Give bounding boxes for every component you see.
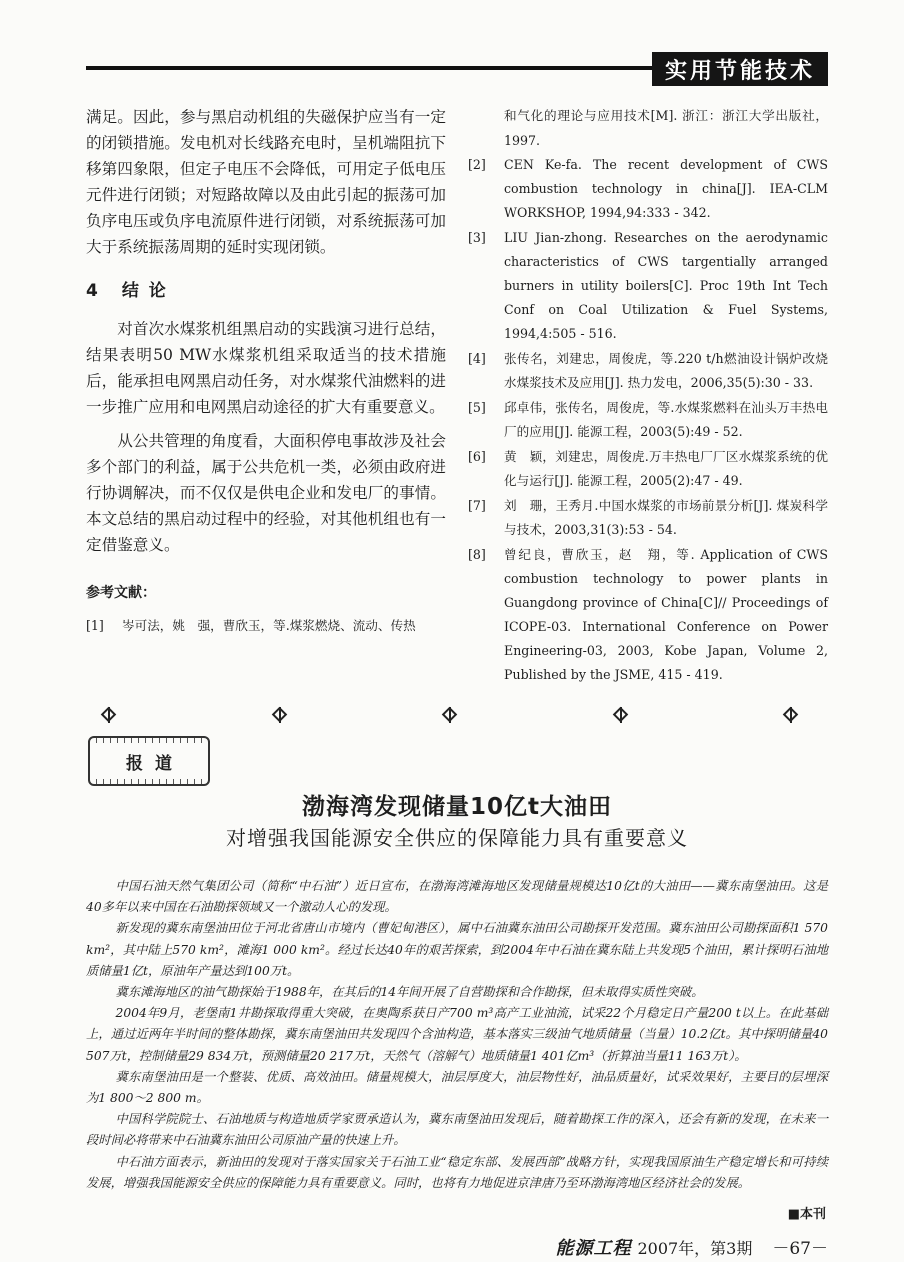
reference-number: [5] (468, 400, 486, 415)
reference-item (468, 153, 828, 225)
reference-item (468, 347, 828, 395)
diamond-ornament-icon (271, 706, 289, 724)
reference-continuation: 和气化的理论与应用技术[M]. 浙江：浙江大学出版社，1997. (504, 108, 828, 148)
diamond-ornament-icon (612, 706, 630, 724)
news-subtitle: 对增强我国能源安全供应的保障能力具有重要意义 (226, 826, 688, 850)
reference-number: [3] (468, 230, 486, 245)
reference-item (468, 445, 828, 493)
report-badge (88, 736, 210, 786)
reference-item (468, 543, 828, 687)
reference-text: 曾纪良，曹欣玉，赵 翔，等. Application of CWS combustion technology to power plants in Guangdong province of China[C]// Proceedings of ICOPE-03. International Conference on Power Engineering-03, 2003, Kobe Japan, Volume 2, Published by the JSME, 415 - 419. (504, 547, 828, 682)
references-heading: 参考文献： (86, 585, 156, 601)
section-label-text: 实用节能技术 (664, 58, 815, 84)
news-paragraph: 中石油方面表示，新油田的发现对于落实国家关于石油工业“稳定东部、发展西部”战略方针，实现我国原油生产稳定增长和可持续发展，增强我国能源安全供应的保障能力具有重要意义。同时，也将有力地促进京津唐乃至环渤海湾地区经济社会的发展。 (86, 1154, 828, 1190)
journal-name: 能源工程 (555, 1238, 632, 1259)
reference-number: [6] (468, 449, 486, 464)
reference-text: 黄 颖，刘建忠，周俊虎.万丰热电厂厂区水煤浆系统的优化与运行[J]. 能源工程，2005(2):47 - 49. (504, 449, 828, 488)
reference-text: 岑可法，姚 强，曹欣玉，等.煤浆燃烧、流动、传热 (122, 618, 416, 633)
reference-text: 邱卓伟，张传名，周俊虎，等.水煤浆燃料在汕头万丰热电厂的应用[J]. 能源工程，2003(5):49 - 52. (504, 400, 828, 439)
news-paragraph: 新发现的冀东南堡油田位于河北省唐山市境内（曹妃甸港区），属中石油冀东油田公司勘探开发范围。冀东油田公司勘探面积1 570 km²，其中陆上570 km²，滩海1 000 km²。经过长达40年的艰苦探索，到2004年中石油在冀东陆上共发现5个油田，累计探明石油地质储量1亿t，原油年产量达到100万t。 (86, 921, 828, 978)
page-footer (555, 1234, 828, 1260)
reference-item (468, 226, 828, 346)
section-title: 结 论 (121, 281, 168, 301)
news-paragraph: 中国石油天然气集团公司（简称“中石油”）近日宣布，在渤海湾滩海地区发现储量规模达10亿t的大油田——冀东南堡油田。这是40多年以来中国在石油勘探领域又一个激动人心的发现。 (86, 879, 828, 915)
news-paragraph: 2004年9月，老堡南1井勘探取得重大突破，在奥陶系获日产700 m³高产工业油流，试采22个月稳定日产量200 t以上。在此基础上，通过近两年半时间的整体勘探，冀东南堡油田共发现四个含油构造，基本落实三级油气地质储量（当量）10.2亿t。其中探明储量40 507万t，控制储量29 834万t，预测储量20 217万t，天然气（溶解气）地质储量1 401亿m³（折算油当量11 163万t）。 (86, 1006, 828, 1063)
header-rule (86, 66, 652, 70)
section-label (652, 52, 828, 86)
reference-text: 刘 珊，王秀月.中国水煤浆的市场前景分析[J]. 煤炭科学与技术，2003,31(3):53 - 54. (504, 498, 828, 537)
section-heading (86, 278, 446, 304)
news-body (86, 876, 828, 1194)
diamond-ornament-icon (441, 706, 459, 724)
reference-item (86, 614, 446, 638)
diamond-ornament-icon (100, 706, 118, 724)
report-badge-label: 报道 (126, 753, 184, 774)
reference-number: [1] (86, 618, 104, 633)
news-paragraph: 冀东滩海地区的油气勘探始于1988年，在其后的14年间开展了自营勘探和合作勘探，但未取得实质性突破。 (115, 985, 704, 1000)
reference-item (468, 494, 828, 542)
reference-item (468, 396, 828, 444)
page-number: －67－ (772, 1239, 828, 1259)
reference-number: [7] (468, 498, 486, 513)
news-source: ■本刊 (787, 1207, 826, 1222)
conclusion-paragraph: 从公共管理的角度看，大面积停电事故涉及社会多个部门的利益，属于公共危机一类，必须由政府进行协调解决，而不仅仅是供电企业和发电厂的事情。本文总结的黑启动过程中的经验，对其他机组也有一定借鉴意义。 (86, 432, 446, 554)
news-paragraph: 冀东南堡油田是一个整装、优质、高效油田。储量规模大，油层厚度大，油层物性好，油品质量好，试采效果好，主要目的层埋深为1 800～2 800 m。 (86, 1069, 828, 1106)
reference-text: LIU Jian-zhong. Researches on the aerodynamic characteristics of CWS targentially arranged burners in utility boilers[C]. Proc 19th Int Tech Conf on Coal Utilization & Fuel Systems, 1994,4:505 - 516. (504, 230, 828, 341)
news-title: 渤海湾发现储量10亿t大油田 (301, 794, 612, 820)
conclusion-paragraph: 对首次水煤浆机组黑启动的实践演习进行总结，结果表明50 MW水煤浆机组采取适当的技术措施后，能承担电网黑启动任务，对水煤浆代油燃料的进一步推广应用和电网黑启动途径的扩大有重要意义。 (86, 320, 446, 416)
right-column (468, 104, 828, 688)
reference-number: [2] (468, 157, 486, 172)
reference-text: 张传名，刘建忠，周俊虎，等.220 t/h燃油设计锅炉改烧水煤浆技术及应用[J]. 热力发电，2006,35(5):30 - 33. (504, 351, 828, 390)
left-column (86, 104, 446, 638)
reference-text: CEN Ke-fa. The recent development of CWS combustion technology in china[J]. IEA-CLM WORKSHOP, 1994,94:333 - 342. (504, 157, 828, 220)
section-number: 4 (86, 281, 100, 301)
news-paragraph: 中国科学院院士、石油地质与构造地质学家贾承造认为，冀东南堡油田发现后，随着勘探工作的深入，还会有新的发现，在未来一段时间必将带来中石油冀东油田公司原油产量的快速上升。 (86, 1112, 828, 1148)
ornament-divider (100, 706, 800, 728)
paragraph: 满足。因此，参与黑启动机组的失磁保护应当有一定的闭锁措施。发电机对长线路充电时，呈机端阻抗下移第四象限，但定子电压不会降低，可用定子低电压元件进行闭锁；对短路故障以及由此引起的振荡可加负序电压或负序电流原件进行闭锁，对系统振荡可加大于系统振荡周期的延时实现闭锁。 (86, 108, 446, 256)
issue-info: 2007年，第3期 (637, 1239, 753, 1258)
diamond-ornament-icon (782, 706, 800, 724)
reference-number: [4] (468, 351, 486, 366)
reference-number: [8] (468, 547, 486, 562)
